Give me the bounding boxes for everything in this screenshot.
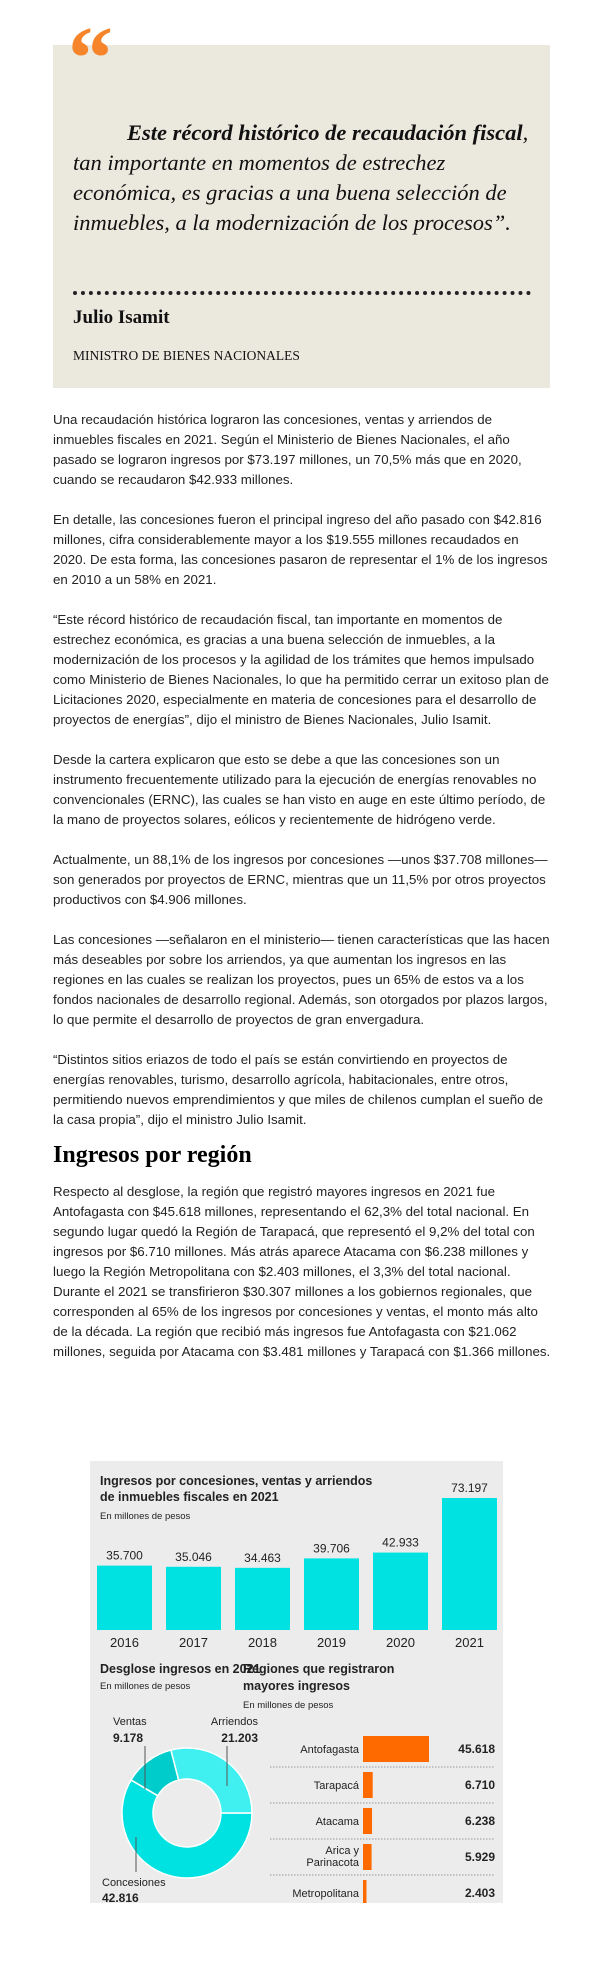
quote-author: Julio Isamit [73, 307, 170, 328]
donut-label-arriendos: Arriendos [210, 1716, 258, 1728]
region-label: Antofagasta [300, 1744, 359, 1756]
infographic-svg [90, 1461, 503, 1903]
year-tick-label: 2016 [110, 1635, 139, 1650]
paragraph: “Este récord histórico de recaudación fiscal, tan importante en momentos de estrechez económica, es gracias a una buena selección de inmuebles, a la modernización de los procesos y la agilidad de los trámites que hemos impulsado como Ministerio de Bienes Nacionales, lo que ha permitido cerrar un exitoso plan de Licitaciones 2020, especialmente en materia de concesiones para el desarrollo de proyectos de energías”, dijo el ministro de Bienes Nacionales, Julio Isamit. [53, 612, 549, 727]
dotted-divider [73, 291, 531, 295]
quote-bold-text: Este récord histórico de recaudación fiscal [127, 120, 523, 145]
region-label: Tarapacá [313, 1780, 359, 1792]
region-bar [363, 1880, 366, 1903]
article-body [53, 410, 553, 1382]
bar [373, 1553, 428, 1630]
bar [442, 1498, 497, 1630]
region-chart-subtitle: En millones de pesos [243, 1700, 334, 1711]
donut-chart-subtitle: En millones de pesos [100, 1681, 191, 1692]
region-bar [363, 1808, 372, 1834]
bar-value-label: 73.197 [451, 1481, 488, 1495]
bar-chart-title-line-2: de inmuebles fiscales en 2021 [100, 1490, 279, 1504]
quote-open-icon: “ [68, 9, 113, 108]
region-bar [363, 1772, 373, 1798]
region-chart-title-line-1: Regiones que registraron [243, 1662, 395, 1676]
bar-chart-title-line-1: Ingresos por concesiones, ventas y arriendos [100, 1474, 373, 1488]
region-value-label: 45.618 [458, 1742, 495, 1756]
paragraph: Actualmente, un 88,1% de los ingresos por concesiones —unos $37.708 millones— son generados por proyectos de ERNC, mientras que un 11,5% por otros proyectos productivos con $4.906 millones. [53, 852, 548, 907]
region-label: Metropolitana [292, 1888, 359, 1900]
donut-hole [154, 1780, 220, 1846]
donut-value-concesiones: 42.816 [102, 1891, 139, 1903]
donut-chart-title: Desglose ingresos en 2021 [100, 1662, 261, 1676]
paragraph: Las concesiones —señalaron en el ministerio— tienen características que las hacen más deseables por sobre los arriendos, ya que aumentan los ingresos en las regiones en las cuales se realizan los proyectos, pues un 65% de estos va a los fondos nacionales de desarrollo regional. Además, son otorgados por plazos largos, lo que permite el desarrollo de proyectos de gran envergadura. [53, 932, 550, 1027]
region-chart-title-line-2: mayores ingresos [243, 1679, 350, 1693]
region-value-label: 2.403 [464, 1886, 495, 1900]
year-tick-label: 2020 [386, 1635, 415, 1650]
paragraph: En detalle, las concesiones fueron el principal ingreso del año pasado con $42.816 millones, cifra considerablemente mayor a los $19.555 millones recaudados en 2020. De esta forma, las concesiones pasaron de representar el 1% de los ingresos en 2010 a un 58% en 2021. [53, 512, 548, 587]
region-label: Parinacota [306, 1857, 359, 1869]
donut-label-ventas: Ventas [113, 1716, 147, 1728]
section-heading: Ingresos por región [53, 1142, 252, 1168]
paragraph: Desde la cartera explicaron que esto se debe a que las concesiones son un instrumento frecuentemente utilizado para la ejecución de energías renovables no convencionales (ERNC), las cuales se han visto en auge en este último período, de la mano de proyectos solares, eólicos y recientemente de hidrógeno verde. [53, 752, 546, 827]
bar [166, 1567, 221, 1630]
quote-rest-text: , tan importante en momentos de estrechez económica, es gracias a una buena selección de inmuebles, a la modernización de los procesos”. [73, 120, 529, 235]
bar [97, 1566, 152, 1630]
bar [235, 1568, 290, 1630]
donut-label-concesiones: Concesiones [102, 1877, 166, 1889]
region-bar [363, 1844, 372, 1870]
infographic [90, 1461, 503, 1903]
bar-value-label: 35.700 [106, 1548, 143, 1563]
region-value-label: 6.238 [464, 1814, 495, 1828]
region-label: Arica y [325, 1845, 359, 1857]
quote-text [73, 118, 543, 238]
paragraph: Respecto al desglose, la región que registró mayores ingresos en 2021 fue Antofagasta con $45.618 millones, representando el 62,3% del total nacional. En segundo lugar quedó la Región de Tarapacá, que representó el 9,2% del total con ingresos por $6.710 millones. Más atrás aparece Atacama con $6.238 millones y luego la Región Metropolitana con $2.403 millones, el 3,3% del total nacional. Durante el 2021 se transfirieron $30.307 millones a los gobiernos regionales, que corresponden al 65% de los ingresos por concesiones y ventas, el monto más alto de la década. La región que recibió más ingresos fue Antofagasta con $21.062 millones, seguida por Atacama con $3.481 millones y Tarapacá con $1.366 millones. [53, 1184, 551, 1359]
bar-value-label: 42.933 [382, 1535, 419, 1550]
bar-chart-subtitle: En millones de pesos [100, 1511, 191, 1522]
bar-value-label: 35.046 [175, 1549, 212, 1564]
year-tick-label: 2021 [455, 1635, 484, 1650]
donut-value-arriendos: 21.203 [221, 1731, 258, 1745]
donut-value-ventas: 9.178 [113, 1731, 144, 1745]
region-value-label: 6.710 [464, 1778, 495, 1792]
region-bar [363, 1736, 429, 1762]
paragraph: “Distintos sitios eriazos de todo el país se están convirtiendo en proyectos de energías renovables, turismo, desarrollo agrícola, habitacionales, entre otros, permitiendo nuevos emprendimientos y que miles de chilenos cumplan el sueño de la casa propia”, dijo el ministro Julio Isamit. [53, 1052, 544, 1127]
paragraph: Una recaudación histórica lograron las concesiones, ventas y arriendos de inmuebles fiscales en 2021. Según el Ministerio de Bienes Nacionales, el año pasado se lograron ingresos por $73.197 millones, un 70,5% más que en 2020, cuando se recaudaron $42.933 millones. [53, 412, 522, 487]
year-tick-label: 2018 [248, 1635, 277, 1650]
pull-quote [53, 45, 550, 388]
region-label: Atacama [315, 1816, 359, 1828]
bar [304, 1558, 359, 1630]
year-tick-label: 2019 [317, 1635, 346, 1650]
year-tick-label: 2017 [179, 1635, 208, 1650]
quote-author-role: MINISTRO DE BIENES NACIONALES [73, 348, 300, 363]
bar-value-label: 39.706 [313, 1541, 350, 1556]
bar-value-label: 34.463 [244, 1550, 281, 1565]
region-value-label: 5.929 [464, 1850, 495, 1864]
